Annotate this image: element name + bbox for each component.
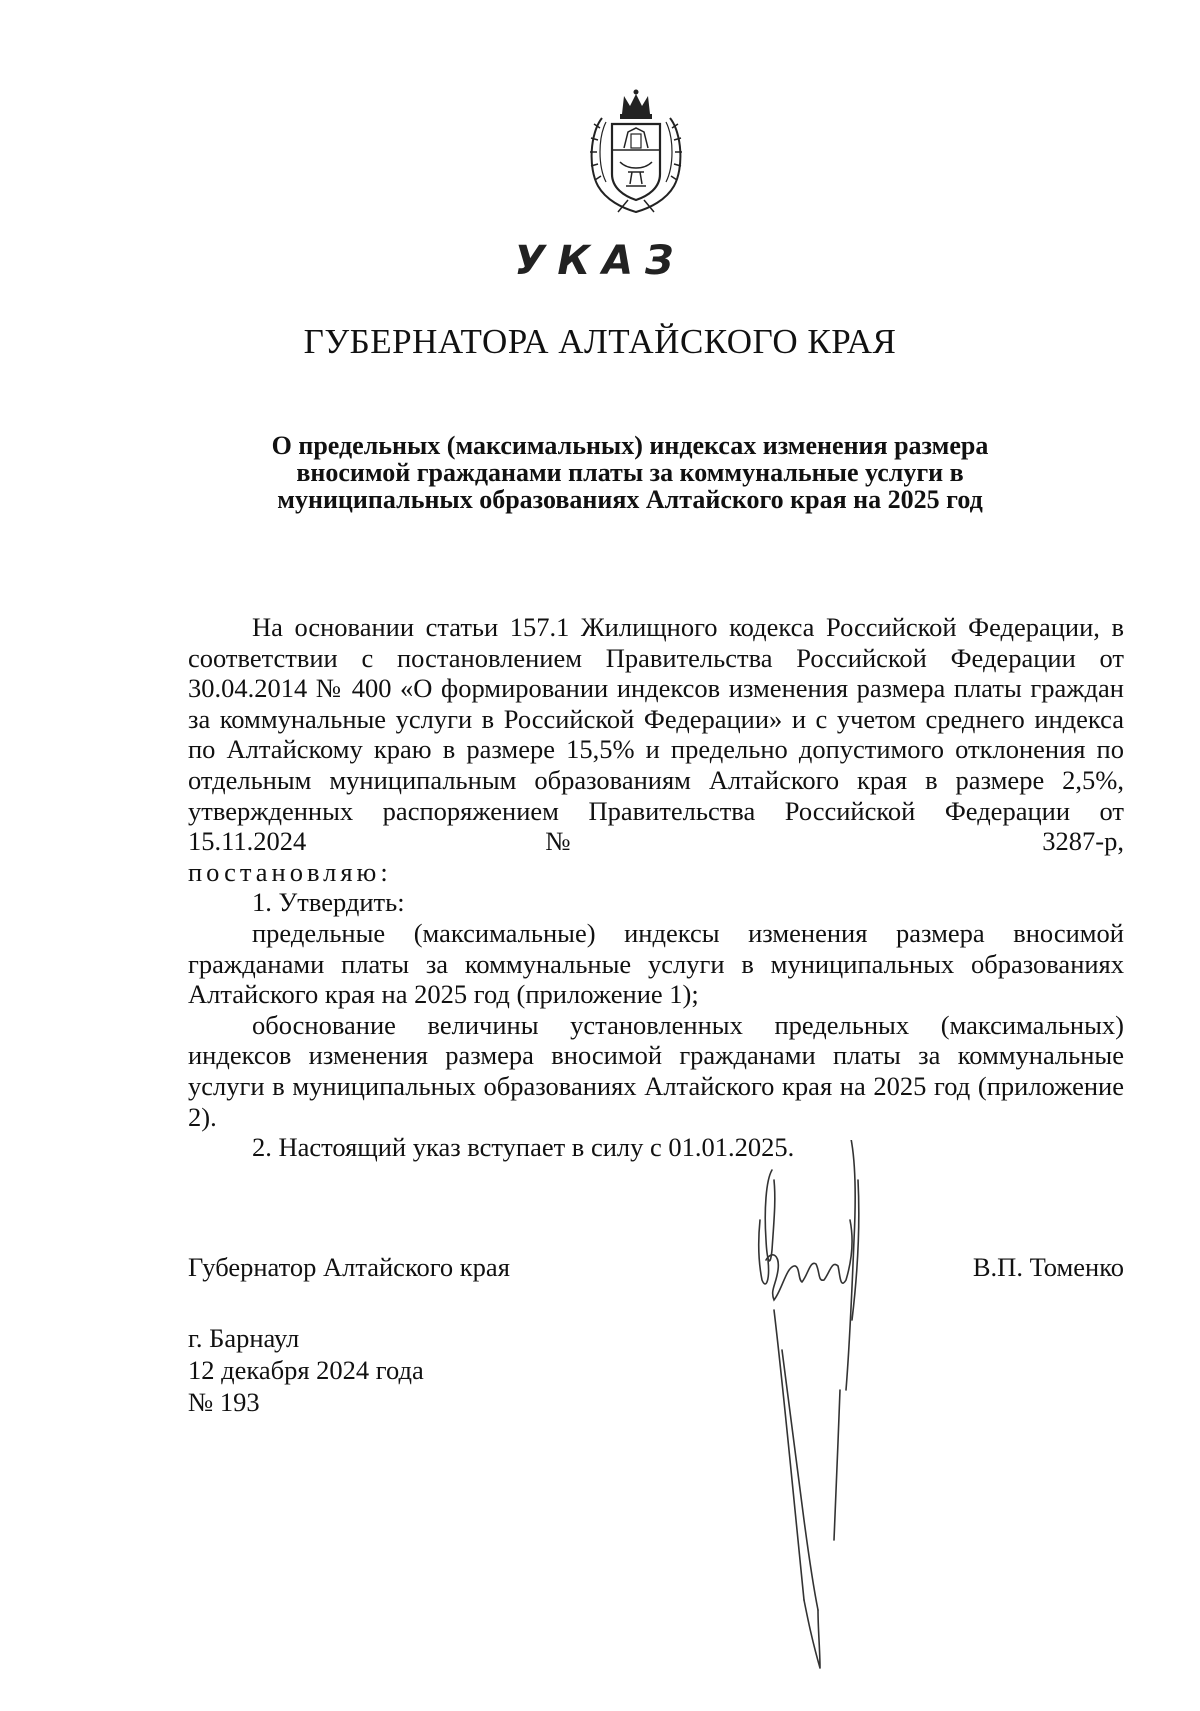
document-body — [188, 612, 1124, 1163]
issuing-authority: ГУБЕРНАТОРА АЛТАЙСКОГО КРАЯ — [303, 322, 897, 361]
document-number: № 193 — [188, 1387, 260, 1417]
issue-details — [188, 1322, 424, 1418]
resolution-word: постановляю: — [188, 856, 392, 887]
subject-line: О предельных (максимальных) индексах изменения размера — [271, 431, 989, 460]
item-1-approved-indices: предельные (максимальные) индексы изменения размера вносимой гражданами платы за коммунальные услуги в муниципальных образованиях Алтайского края на 2025 год (приложение 1); — [188, 917, 1124, 1010]
signatory-position: Губернатор Алтайского края — [188, 1252, 510, 1282]
document-subject — [240, 432, 1020, 513]
item-1: 1. Утвердить: — [252, 887, 405, 918]
item-2: 2. Настоящий указ вступает в силу с 01.01.2025. — [252, 1132, 795, 1163]
subject-line: муниципальных образованиях Алтайского края на 2025 год — [277, 485, 983, 514]
issue-place: г. Барнаул — [188, 1323, 300, 1353]
signature-row — [188, 1252, 1124, 1292]
subject-line: вносимой гражданами платы за коммунальные услуги в — [296, 458, 964, 487]
issue-date: 12 декабря 2024 года — [188, 1355, 424, 1385]
preamble-paragraph: На основании статьи 157.1 Жилищного кодекса Российской Федерации, в соответствии с постановлением Правительства Российской Федерации от 30.04.2014 № 400 «О формировании индексов изменения размера платы граждан за коммунальные услуги в Российской Федерации» и с учетом среднего индекса по Алтайскому краю в размере 15,5% и предельно допустимого отклонения по отдельным муниципальным образованиям Алтайского края в размере 2,5%, утвержденных распоряжением Правительства Российской Федерации от 15.11.2024 № 3287-р, — [188, 612, 1124, 857]
signatory-name: В.П. Томенко — [972, 1252, 1124, 1282]
coat-of-arms-icon — [584, 88, 688, 218]
handwritten-signature — [700, 1140, 880, 1680]
item-1-justification: обоснование величины установленных предельных (максимальных) индексов изменения размера вносимой гражданами платы за коммунальные услуги в муниципальных образованиях Алтайского края на 2025 год (приложение 2). — [188, 1009, 1124, 1132]
document-type-title: УКАЗ — [514, 238, 686, 284]
